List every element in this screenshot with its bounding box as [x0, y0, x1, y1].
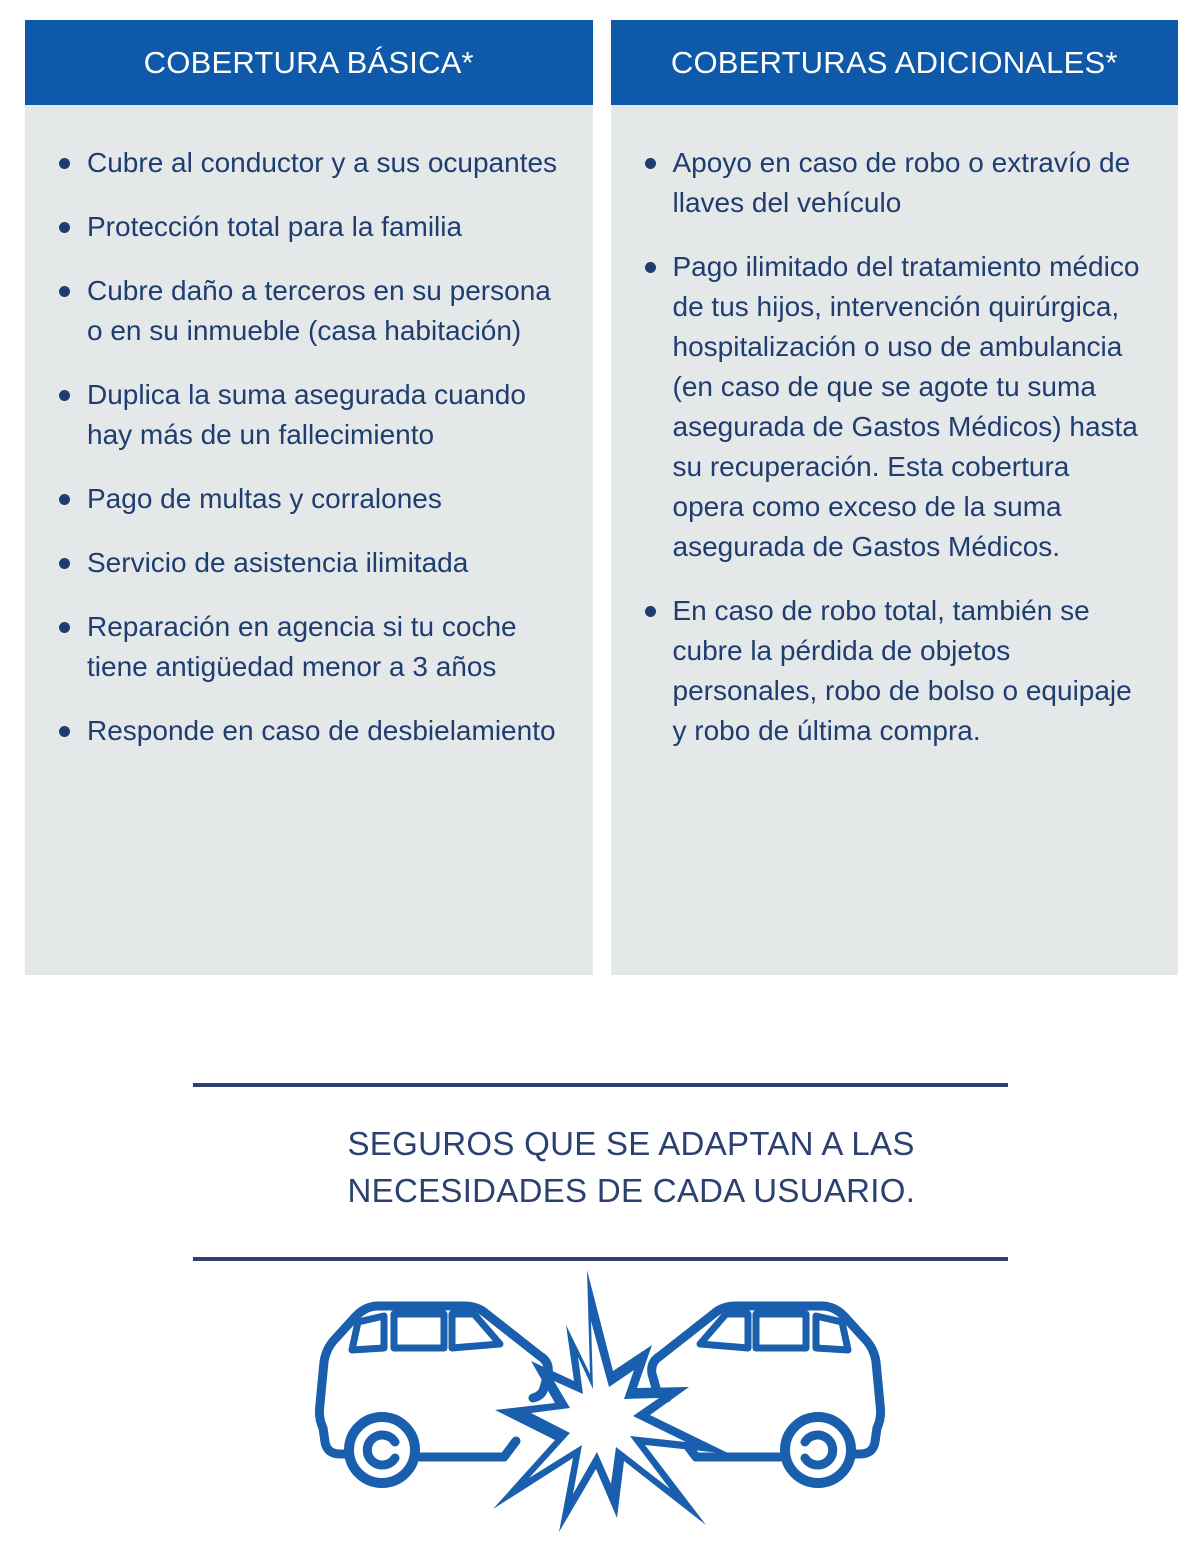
basic-coverage-header — [25, 20, 593, 105]
slogan-line-2: NECESIDADES DE CADA USUARIO. — [347, 1171, 916, 1209]
list-item: En caso de robo total, también se cubre la pérdida de objetos personales, robo de bolso o equipaje y robo de última compra. — [643, 591, 1145, 751]
basic-coverage-title: COBERTURA BÁSICA* — [143, 44, 474, 80]
slogan-block — [193, 1083, 1008, 1261]
slogan-line-1: SEGUROS QUE SE ADAPTAN A LAS — [347, 1125, 915, 1162]
crash-star-icon — [493, 1270, 730, 1532]
list-item: Reparación en agencia si tu coche tiene antigüedad menor a 3 años — [57, 607, 559, 687]
basic-coverage-list — [25, 105, 593, 751]
list-item: Apoyo en caso de robo o extravío de llaves del vehículo — [643, 143, 1145, 223]
additional-coverage-list — [611, 105, 1179, 751]
list-item: Cubre al conductor y a sus ocupantes — [57, 143, 559, 183]
car-icon-left — [319, 1306, 548, 1483]
list-item: Protección total para la familia — [57, 207, 559, 247]
list-item: Servicio de asistencia ilimitada — [57, 543, 559, 583]
basic-coverage-panel — [25, 20, 593, 975]
additional-coverage-header — [611, 20, 1179, 105]
additional-coverage-panel — [611, 20, 1179, 975]
car-icon-right — [652, 1306, 881, 1483]
car-crash-icon — [0, 1269, 1200, 1539]
list-item: Responde en caso de desbielamiento — [57, 711, 559, 751]
list-item: Cubre daño a terceros en su persona o en su inmueble (casa habitación) — [57, 271, 559, 351]
list-item: Pago ilimitado del tratamiento médico de tus hijos, intervención quirúrgica, hospitalización o uso de ambulancia (en caso de que se agote tu suma asegurada de Gastos Médicos) hasta su recuperación. Esta cobertura opera como exceso de la suma asegurada de Gastos Médicos. — [643, 247, 1145, 567]
additional-coverage-title: COBERTURAS ADICIONALES* — [670, 44, 1118, 80]
list-item: Pago de multas y corralones — [57, 479, 559, 519]
list-item: Duplica la suma asegurada cuando hay más de un fallecimiento — [57, 375, 559, 455]
